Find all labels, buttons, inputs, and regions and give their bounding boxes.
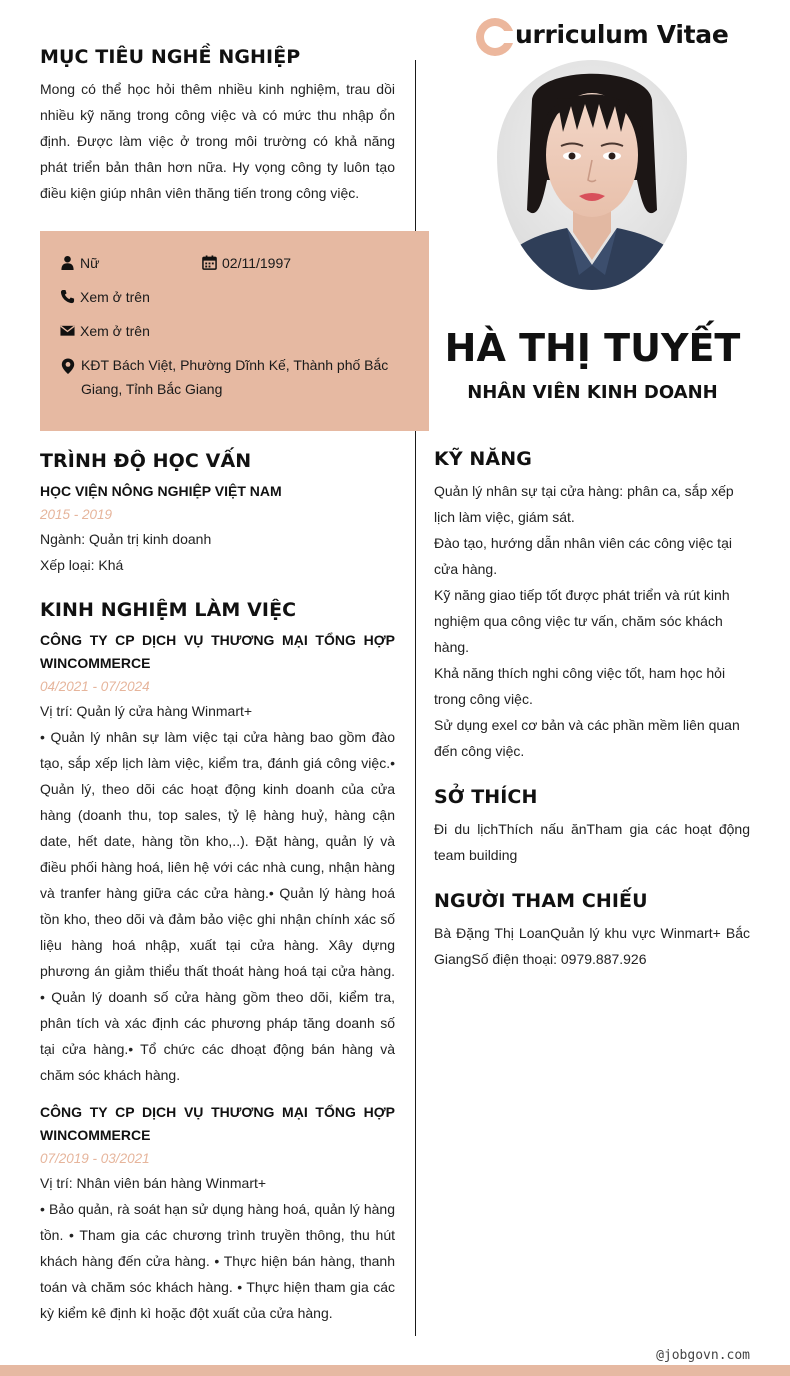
job-position: Vị trí: Nhân viên bán hàng Winmart+ <box>40 1175 267 1191</box>
contact-birthday <box>202 251 291 275</box>
skill-item: Sử dụng exel cơ bản và các phần mềm liên quan đến công việc. <box>434 717 740 759</box>
job-entry <box>40 1101 395 1326</box>
job-period: 07/2019 - 03/2021 <box>40 1151 150 1166</box>
hobbies-text: Đi du lịchThích nấu ănTham gia các hoạt động team building <box>434 821 750 863</box>
skill-item: Kỹ năng giao tiếp tốt được phát triển và rút kinh nghiệm qua công việc tư vấn, chăm sóc khách hàng. <box>434 587 730 655</box>
logo-text: urriculum Vitae <box>515 20 729 49</box>
watermark: @jobgovn.com <box>656 1348 750 1363</box>
location-pin-icon <box>60 357 76 375</box>
cv-logo <box>476 16 729 58</box>
education-grade: Xếp loại: Khá <box>40 557 124 573</box>
phone-value: Xem ở trên <box>80 289 150 305</box>
experience-section <box>40 599 395 1326</box>
phone-icon <box>60 289 75 304</box>
job-company: CÔNG TY CP DỊCH VỤ THƯƠNG MẠI TỔNG HỢP WINCOMMERCE <box>40 1104 395 1143</box>
references-section <box>434 890 750 972</box>
skills-title: KỸ NĂNG <box>434 448 532 470</box>
divider-bottom <box>415 431 416 1336</box>
career-objective-title: MỤC TIÊU NGHỀ NGHIỆP <box>40 46 301 68</box>
job-description: • Quản lý nhân sự làm việc tại cửa hàng bao gồm đào tạo, sắp xếp lịch làm việc, kiểm tra, đánh giá công việc.• Quản lý, theo dõi các hoạt động kinh doanh của cửa hàng (doanh thu, top sales, tỷ lệ hàng huỷ, hàng cận date, hết date, hàng tồn kho,..). Đặt hàng, quản lý và điều phối hàng hoá, liên hệ với các nhà cung, nhận hàng và tranfer hàng giữa các cửa hàng.• Quản lý hàng hoá tồn kho, theo dõi và đảm bảo việc ghi nhận chính xác số liệu hàng hoá nhập, xuất tại cửa hàng. Xây dựng phương án giảm thiểu thất thoát hàng hoá tại cửa hàng. • Quản lý doanh số cửa hàng gồm theo dõi, kiểm tra, phân tích và xác định các phương pháp tăng doanh số tại cửa hàng.• Tổ chức các dhoạt động bán hàng và chăm sóc khách hàng. <box>40 729 395 1083</box>
mail-icon <box>60 323 75 338</box>
candidate-name: HÀ THỊ TUYẾT <box>444 326 741 370</box>
education-period: 2015 - 2019 <box>40 507 113 522</box>
address-value <box>81 353 388 401</box>
hobbies-title: SỞ THÍCH <box>434 786 538 808</box>
education-major: Ngành: Quản trị kinh doanh <box>40 531 212 547</box>
email-value: Xem ở trên <box>80 323 150 339</box>
address-line-2: Giang, Tỉnh Bắc Giang <box>81 381 223 397</box>
skill-item: Khả năng thích nghi công việc tốt, ham học hỏi trong công việc. <box>434 665 726 707</box>
job-position: Vị trí: Quản lý cửa hàng Winmart+ <box>40 703 253 719</box>
divider-top <box>415 60 416 231</box>
contact-gender <box>60 251 99 275</box>
hobbies-section <box>434 786 750 868</box>
career-objective-text: Mong có thể học hỏi thêm nhiều kinh nghiệm, trau dồi nhiều kỹ năng trong công việc và có mức thu nhập ổn định. Được làm việc ở trong môi trường có khả năng phát triển bản thân hơn nữa. Hy vọng công ty luôn tạo điều kiện giúp nhân viên thăng tiến trong công việc. <box>40 81 395 201</box>
candidate-job-title: NHÂN VIÊN KINH DOANH <box>467 382 718 403</box>
references-text: Bà Đặng Thị LoanQuản lý khu vực Winmart+ Bắc GiangSố điện thoại: 0979.887.926 <box>434 925 750 967</box>
experience-title: KINH NGHIỆM LÀM VIỆC <box>40 599 297 621</box>
bottom-accent-bar <box>0 1365 790 1376</box>
gender-value: Nữ <box>80 255 100 271</box>
contact-address <box>60 353 410 401</box>
logo-c-icon <box>476 18 514 56</box>
contact-box <box>40 231 429 431</box>
calendar-icon <box>202 255 217 270</box>
education-title: TRÌNH ĐỘ HỌC VẤN <box>40 450 252 472</box>
address-line-1: KĐT Bách Việt, Phường Dĩnh Kế, Thành phố Bắc <box>81 357 389 373</box>
job-period: 04/2021 - 07/2024 <box>40 679 150 694</box>
skill-item: Quản lý nhân sự tại cửa hàng: phân ca, sắp xếp lịch làm việc, giám sát. <box>434 483 734 525</box>
contact-email <box>60 319 150 343</box>
birthday-value: 02/11/1997 <box>222 255 292 271</box>
contact-phone <box>60 285 150 309</box>
job-entry <box>40 629 395 1088</box>
skills-section <box>434 448 750 764</box>
career-objective-section <box>40 46 395 206</box>
skill-item: Đào tạo, hướng dẫn nhân viên các công việc tại cửa hàng. <box>434 535 732 577</box>
references-title: NGƯỜI THAM CHIẾU <box>434 890 648 912</box>
school-name: HỌC VIỆN NÔNG NGHIỆP VIỆT NAM <box>40 483 282 499</box>
job-company: CÔNG TY CP DỊCH VỤ THƯƠNG MẠI TỔNG HỢP WINCOMMERCE <box>40 632 395 671</box>
education-section <box>40 450 395 578</box>
profile-photo <box>497 60 687 290</box>
person-icon <box>60 255 75 270</box>
job-description: • Bảo quản, rà soát hạn sử dụng hàng hoá, quản lý hàng tồn. • Tham gia các chương trình truyền thông, thu hút khách hàng đến cửa hàng. • Thực hiện bán hàng, thanh toán và chăm sóc khách hàng. • Thực hiện tham gia các kỳ kiểm kê định kì hoặc đột xuất của cửa hàng. <box>40 1201 395 1321</box>
